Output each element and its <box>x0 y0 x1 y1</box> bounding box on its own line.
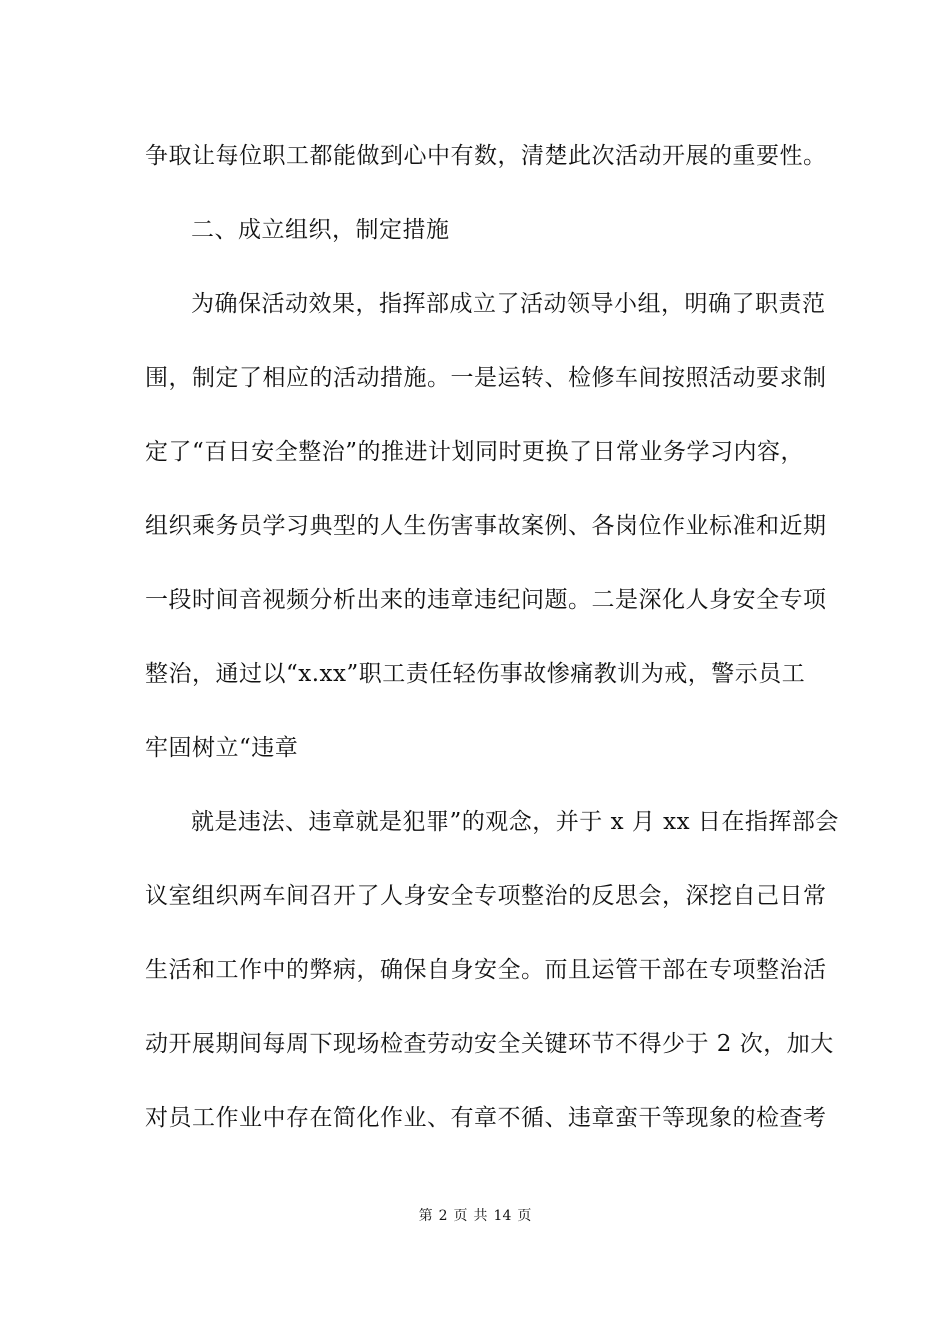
paragraph-line: 为确保活动效果，指挥部成立了活动领导小组，明确了职责范 <box>191 291 826 317</box>
paragraph-line: 组织乘务员学习典型的人生伤害事故案例、各岗位作业标准和近期 <box>145 513 827 539</box>
paragraph-line: 动开展期间每周下现场检查劳动安全关键环节不得少于 2 次，加大 <box>145 1031 834 1057</box>
current-page-number: 2 <box>438 1208 448 1224</box>
paragraph-line: 牢固树立“违章 <box>145 735 299 761</box>
footer-label-di: 第 <box>418 1208 433 1224</box>
footer-label-ye: 页 <box>453 1208 468 1224</box>
section-heading: 二、成立组织，制定措施 <box>191 217 450 243</box>
paragraph-line: 整治，通过以“x.xx”职工责任轻伤事故惨痛教训为戒，警示员工 <box>145 661 806 687</box>
paragraph-line: 争取让每位职工都能做到心中有数，清楚此次活动开展的重要性。 <box>145 143 827 169</box>
paragraph-line: 就是违法、违章就是犯罪”的观念，并于 x 月 xx 日在指挥部会 <box>191 809 839 835</box>
paragraph-line: 对员工作业中存在简化作业、有章不循、违章蛮干等现象的检查考 <box>145 1105 827 1131</box>
paragraph-line: 定了“百日安全整治”的推进计划同时更换了日常业务学习内容， <box>145 439 805 465</box>
paragraph-line: 生活和工作中的弊病，确保自身安全。而且运管干部在专项整治活 <box>145 957 827 983</box>
paragraph-line: 议室组织两车间召开了人身安全专项整治的反思会，深挖自己日常 <box>145 883 827 909</box>
total-pages-number: 14 <box>493 1208 512 1224</box>
paragraph-line: 围，制定了相应的活动措施。一是运转、检修车间按照活动要求制 <box>145 365 827 391</box>
footer-label-gong: 共 <box>473 1208 488 1224</box>
footer-label-ye: 页 <box>517 1208 532 1224</box>
page-footer <box>0 1207 950 1225</box>
paragraph-line: 一段时间音视频分析出来的违章违纪问题。二是深化人身安全专项 <box>145 587 827 613</box>
